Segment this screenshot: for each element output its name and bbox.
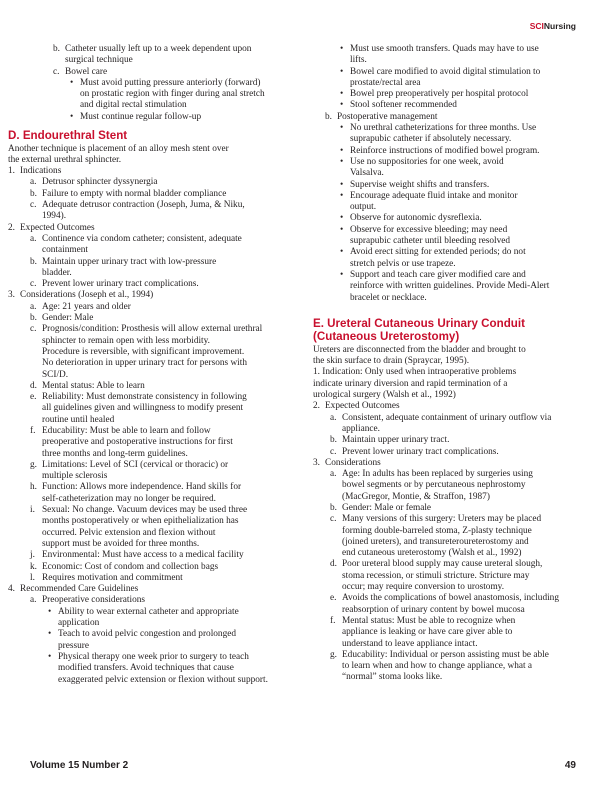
list-marker: e. xyxy=(30,392,37,403)
bullet-marker: • xyxy=(340,89,344,100)
left-column xyxy=(8,44,302,686)
text-line: (Cutaneous Ureterostomy) xyxy=(313,330,460,344)
list-item xyxy=(8,302,302,313)
text-line: Adequate detrusor contraction (Joseph, Juma, & Niku, xyxy=(42,200,245,211)
text-line: support must be avoided for three months. xyxy=(42,538,200,549)
list-item xyxy=(8,426,302,460)
list-marker: b. xyxy=(330,435,337,446)
list-marker: g. xyxy=(30,459,37,470)
text-line: to learn when and how to change appliance, what a xyxy=(342,661,532,672)
text-line: Age: In adults has been replaced by surgeries using xyxy=(342,469,533,480)
list-item xyxy=(8,562,302,573)
issue-label: Volume 15 Number 2 xyxy=(30,760,129,771)
text-line: self-catheterization may no longer be required. xyxy=(42,493,216,504)
text-line: Indications xyxy=(20,166,62,177)
list-marker: c. xyxy=(330,446,337,457)
list-item xyxy=(8,166,302,177)
text-line: the skin surface to drain (Spraycar, 1995). xyxy=(313,356,470,367)
text-line: Gender: Male xyxy=(42,313,94,324)
list-item xyxy=(313,247,593,270)
list-item xyxy=(8,257,302,280)
text-line: multiple sclerosis xyxy=(42,471,108,482)
text-line: bracelet or necklace. xyxy=(350,292,427,303)
list-item xyxy=(8,279,302,290)
text-line: E. Ureteral Cutaneous Urinary Conduit xyxy=(313,316,525,330)
text-line: reinforce with written guidelines. Provide Medi-Alert xyxy=(350,281,550,292)
list-item xyxy=(8,313,302,324)
bullet-marker: • xyxy=(340,145,344,156)
text-line: Use no suppositories for one week, avoid xyxy=(350,156,504,167)
text-line: Limitations: Level of SCI (cervical or thoracic) or xyxy=(42,459,229,470)
text-line: occur; may require conversion to urostomy. xyxy=(342,582,505,593)
text-line: understand to leave appliance intact. xyxy=(342,638,478,649)
text-line: No urethral catheterizations for three months. Use xyxy=(350,123,537,134)
list-item xyxy=(8,460,302,483)
bullet-marker: • xyxy=(340,247,344,258)
text-line: (joined ureters), and transureteroureterostomy and xyxy=(342,536,529,547)
list-item xyxy=(8,234,302,257)
text-line: Poor ureteral blood supply may cause ureteral slough, xyxy=(342,559,543,570)
bullet-marker: • xyxy=(340,44,344,54)
text-line: Prognosis/condition: Prosthesis will allow external urethral xyxy=(42,324,263,335)
text-line: Maintain upper urinary tract with low-pressure xyxy=(42,256,217,267)
text-line: bladder. xyxy=(42,267,72,278)
list-item xyxy=(313,123,593,146)
list-item xyxy=(8,607,302,630)
text-line: sphincter to remain open with less morbidity. xyxy=(42,335,211,346)
list-item xyxy=(313,146,593,157)
text-line: occurred. Pelvic extension and flexion without xyxy=(42,527,216,538)
text-line: lifts. xyxy=(350,55,367,66)
list-marker: g. xyxy=(330,649,337,660)
text-line: Maintain upper urinary tract. xyxy=(342,435,450,446)
list-marker: a. xyxy=(30,177,37,188)
list-item xyxy=(8,381,302,392)
text-line: 1994). xyxy=(42,211,67,222)
list-marker: a. xyxy=(330,469,337,480)
text-line: application xyxy=(58,618,100,629)
text-line: prostate/rectal area xyxy=(350,77,421,88)
text-line: months postoperatively or when epithelialization has xyxy=(42,516,239,527)
text-line: reabsorption of urinary content by bowel mucosa xyxy=(342,604,525,615)
text-line: Economic: Cost of condom and collection bags xyxy=(42,561,219,572)
list-item xyxy=(313,270,593,304)
list-item xyxy=(8,67,302,78)
list-marker: f. xyxy=(330,615,336,626)
text-line: Ability to wear external catheter and appropriate xyxy=(58,606,239,617)
list-item xyxy=(8,573,302,584)
text-line: Physical therapy one week prior to surgery to teach xyxy=(58,651,249,662)
text-line: Prevent lower urinary tract complications. xyxy=(42,279,199,290)
text-line: end cutaneous ureterostomy (Walsh et al., 1992) xyxy=(342,548,522,559)
text-line: Reliability: Must demonstrate consistency in following xyxy=(42,392,247,403)
text-line: preoperative and postoperative instructions for first xyxy=(42,437,233,448)
text-line: Detrusor sphincter dyssynergia xyxy=(42,177,158,188)
text-line: 1. Indication: Only used when intraoperative problems xyxy=(313,367,517,378)
right-column xyxy=(313,44,593,684)
list-item xyxy=(8,189,302,200)
text-line: three months and long-term guidelines. xyxy=(42,448,188,459)
list-item xyxy=(313,213,593,224)
list-item xyxy=(313,447,593,458)
text-line: Recommended Care Guidelines xyxy=(20,584,139,595)
text-line: Considerations (Joseph et al., 1994) xyxy=(20,290,154,301)
list-marker: d. xyxy=(330,559,337,570)
list-marker: 3. xyxy=(8,290,15,301)
text-line: Teach to avoid pelvic congestion and prolonged xyxy=(58,629,237,640)
paragraph xyxy=(8,144,302,167)
list-marker: 3. xyxy=(313,457,320,468)
text-line: suprapubic catheter until bleeding resolved xyxy=(350,236,511,247)
text-line: Educability: Individual or person assisting must be able xyxy=(342,649,549,660)
list-marker: a. xyxy=(30,233,37,244)
list-item xyxy=(313,514,593,559)
text-line: Observe for autonomic dysreflexia. xyxy=(350,213,482,224)
list-marker: d. xyxy=(30,380,37,391)
text-line: Stool softener recommended xyxy=(350,100,457,111)
list-marker: a. xyxy=(30,595,37,606)
list-marker: 2. xyxy=(8,222,15,233)
bullet-marker: • xyxy=(48,606,52,617)
section-heading xyxy=(8,129,302,143)
text-line: Requires motivation and commitment xyxy=(42,572,183,583)
bullet-marker: • xyxy=(340,269,344,280)
bullet-marker: • xyxy=(340,224,344,235)
brand-suffix: Nursing xyxy=(543,21,576,31)
bullet-marker: • xyxy=(340,66,344,77)
list-item xyxy=(313,616,593,650)
text-line: Bowel care modified to avoid digital stimulation to xyxy=(350,66,541,77)
text-line: “normal” stoma looks like. xyxy=(342,672,443,683)
list-item xyxy=(313,180,593,191)
bullet-marker: • xyxy=(340,190,344,201)
list-item xyxy=(8,482,302,505)
bullet-marker: • xyxy=(48,651,52,662)
list-marker: k. xyxy=(30,561,37,572)
text-line: Prevent lower urinary tract complications. xyxy=(342,446,499,457)
text-line: routine until healed xyxy=(42,414,115,425)
bullet-marker: • xyxy=(340,156,344,167)
text-line: Function: Allows more independence. Hand skills for xyxy=(42,482,242,493)
list-item xyxy=(8,290,302,301)
text-line: Procedure is reversible, with significant improvement. xyxy=(42,346,245,357)
text-line: Another technique is placement of an alloy mesh stent over xyxy=(8,143,229,154)
paragraph xyxy=(313,367,593,401)
text-line: Considerations xyxy=(325,457,381,468)
text-line: Reinforce instructions of modified bowel program. xyxy=(350,145,540,156)
text-line: Must avoid putting pressure anteriorly (forward) xyxy=(80,77,261,88)
text-line: bowel segments or by percutaneous nephrostomy xyxy=(342,480,526,491)
text-line: Environmental: Must have access to a medical facility xyxy=(42,550,244,561)
list-item xyxy=(8,177,302,188)
text-line: surgical technique xyxy=(65,55,133,66)
page-number: 49 xyxy=(564,760,576,771)
text-line: appliance is leaking or have care giver able to xyxy=(342,627,513,638)
list-marker: b. xyxy=(330,502,337,513)
brand-prefix: SCI xyxy=(529,21,544,31)
text-line: indicate urinary diversion and rapid termination of a xyxy=(313,378,508,389)
text-line: No deterioration in upper urinary tract for persons with xyxy=(42,358,247,369)
text-line: Gender: Male or female xyxy=(342,502,432,513)
bullet-marker: • xyxy=(70,77,74,88)
list-item xyxy=(8,595,302,606)
list-marker: a. xyxy=(30,301,37,312)
list-item xyxy=(313,89,593,100)
text-line: Catheter usually left up to a week dependent upon xyxy=(65,44,252,54)
bullet-marker: • xyxy=(340,179,344,190)
text-line: exaggerated pelvic extension or flexion without support. xyxy=(58,674,268,685)
list-marker: a. xyxy=(330,412,337,423)
text-line: output. xyxy=(350,202,377,213)
text-line: Preoperative considerations xyxy=(42,595,146,606)
list-item xyxy=(313,650,593,684)
text-line: Bowel care xyxy=(65,66,108,77)
list-item xyxy=(313,413,593,436)
list-item xyxy=(313,67,593,90)
text-line: appliance. xyxy=(342,423,380,434)
text-line: Support and teach care giver modified care and xyxy=(350,269,526,280)
list-marker: j. xyxy=(30,550,35,561)
bullet-marker: • xyxy=(340,123,344,134)
list-marker: i. xyxy=(30,505,35,516)
list-marker: 1. xyxy=(8,166,15,177)
list-item xyxy=(8,392,302,426)
text-line: stretch pelvis or use trapeze. xyxy=(350,258,456,269)
list-item xyxy=(313,503,593,514)
journal-brand xyxy=(530,21,576,31)
list-item xyxy=(313,157,593,180)
list-item xyxy=(313,593,593,616)
list-item xyxy=(8,223,302,234)
list-marker: c. xyxy=(53,66,60,77)
text-line: Expected Outcomes xyxy=(20,222,95,233)
text-line: forming double-barreled stoma, Z-plasty technique xyxy=(342,525,532,536)
text-line: Postoperative management xyxy=(337,111,438,122)
text-line: (MacGregor, Montie, & Straffon, 1987) xyxy=(342,491,490,502)
list-item xyxy=(313,559,593,593)
text-line: Ureters are disconnected from the bladder and brought to xyxy=(313,344,526,355)
text-line: the external urethral sphincter. xyxy=(8,154,122,165)
text-line: Consistent, adequate containment of urinary outflow via xyxy=(342,412,552,423)
list-item xyxy=(8,505,302,550)
text-line: Age: 21 years and older xyxy=(42,301,131,312)
text-line: Expected Outcomes xyxy=(325,401,400,412)
text-line: SCI/D. xyxy=(42,369,69,380)
list-item xyxy=(8,44,302,67)
list-marker: c. xyxy=(30,324,37,335)
list-marker: l. xyxy=(30,572,35,583)
list-item xyxy=(313,401,593,412)
text-line: Avoids the complications of bowel anastomosis, including xyxy=(342,593,559,604)
list-marker: b. xyxy=(30,256,37,267)
list-marker: b. xyxy=(53,44,60,54)
bullet-marker: • xyxy=(48,629,52,640)
list-item xyxy=(8,550,302,561)
text-line: Bowel prep preoperatively per hospital protocol xyxy=(350,89,529,100)
list-marker: c. xyxy=(330,514,337,525)
list-item xyxy=(8,584,302,595)
bullet-marker: • xyxy=(340,100,344,111)
list-marker: c. xyxy=(30,279,37,290)
bullet-marker: • xyxy=(340,213,344,224)
text-line: on prostatic region with finger during anal stretch xyxy=(80,89,265,100)
text-line: suprapubic catheter if absolutely necessary. xyxy=(350,134,512,145)
text-line: Avoid erect sitting for extended periods; do not xyxy=(350,247,526,258)
text-line: all guidelines given and willingness to modify present xyxy=(42,403,244,414)
text-line: containment xyxy=(42,245,88,256)
list-item xyxy=(313,458,593,469)
list-item xyxy=(313,191,593,214)
list-item xyxy=(313,225,593,248)
list-item xyxy=(8,324,302,380)
list-item xyxy=(313,44,593,67)
text-line: urological surgery (Walsh et al., 1992) xyxy=(313,390,456,401)
text-line: Supervise weight shifts and transfers. xyxy=(350,179,490,190)
paragraph xyxy=(313,345,593,368)
text-line: Must continue regular follow-up xyxy=(80,111,202,122)
list-marker: b. xyxy=(325,111,332,122)
text-line: Valsalva. xyxy=(350,168,384,179)
text-line: stoma recession, or stimuli stricture. Stricture may xyxy=(342,570,530,581)
text-line: Must use smooth transfers. Quads may have to use xyxy=(350,44,539,54)
text-line: Failure to empty with normal bladder compliance xyxy=(42,188,227,199)
text-line: Mental status: Able to learn xyxy=(42,380,145,391)
text-line: Mental status: Must be able to recognize when xyxy=(342,615,516,626)
list-marker: b. xyxy=(30,313,37,324)
list-item xyxy=(313,435,593,446)
list-item xyxy=(8,200,302,223)
list-item xyxy=(8,629,302,652)
list-item xyxy=(313,112,593,123)
bullet-marker: • xyxy=(70,111,74,122)
text-line: D. Endourethral Stent xyxy=(8,129,128,143)
text-line: modified transfers. Avoid techniques that cause xyxy=(58,663,234,674)
list-item xyxy=(313,100,593,111)
list-marker: c. xyxy=(30,200,37,211)
text-line: Encourage adequate fluid intake and monitor xyxy=(350,190,518,201)
text-line: and digital rectal stimulation xyxy=(80,100,187,111)
list-item xyxy=(8,652,302,686)
text-line: Educability: Must be able to learn and follow xyxy=(42,426,211,436)
text-line: Many versions of this surgery: Ureters may be placed xyxy=(342,514,542,525)
list-item xyxy=(313,469,593,503)
list-item xyxy=(8,112,302,123)
section-heading xyxy=(313,317,593,344)
list-item xyxy=(8,78,302,112)
list-marker: 2. xyxy=(313,401,320,412)
list-marker: e. xyxy=(330,593,337,604)
text-line: pressure xyxy=(58,640,89,651)
list-marker: f. xyxy=(30,426,36,436)
text-line: Observe for excessive bleeding; may need xyxy=(350,224,508,235)
list-marker: h. xyxy=(30,482,37,493)
text-line: Continence via condom catheter; consistent, adequate xyxy=(42,233,242,244)
list-marker: 4. xyxy=(8,584,15,595)
text-line: Sexual: No change. Vacuum devices may be used three xyxy=(42,505,248,516)
list-marker: b. xyxy=(30,188,37,199)
